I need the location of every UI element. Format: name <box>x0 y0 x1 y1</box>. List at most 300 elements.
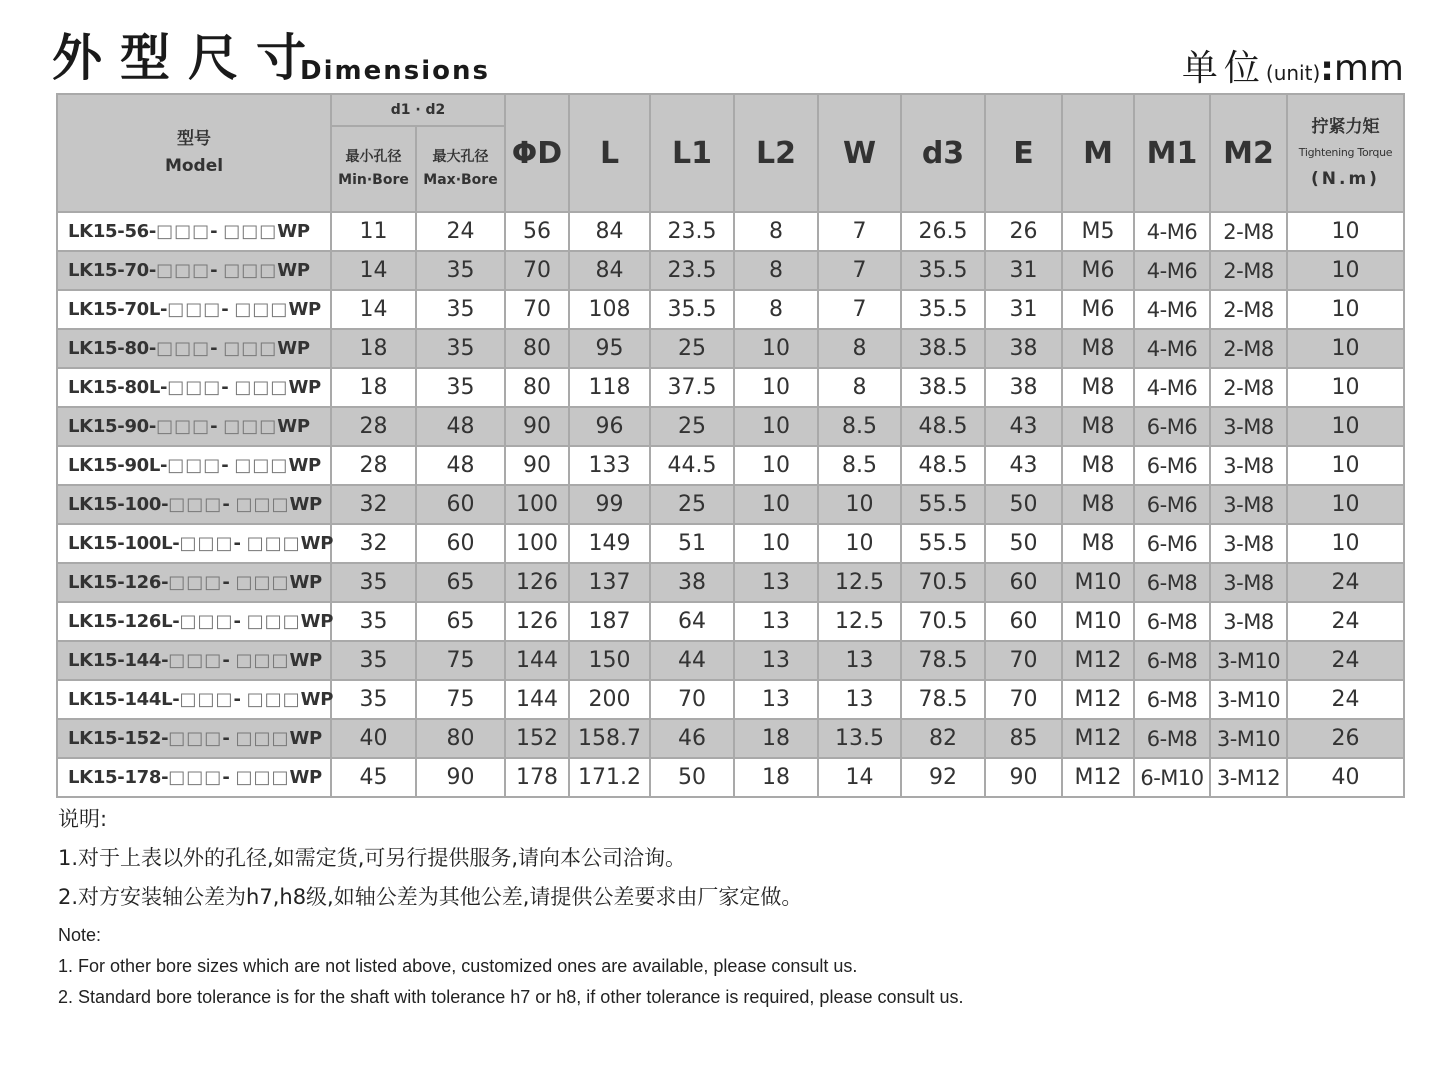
notes-cn-item: 1.对于上表以外的孔径,如需定货,可另行提供服务,请向本公司洽询。 <box>58 846 687 870</box>
header-M1: M1 <box>1134 94 1210 212</box>
model-dash: - <box>210 260 224 281</box>
placeholder-box: □□□ <box>234 299 289 320</box>
cell-M1: 4-M6 <box>1134 368 1210 407</box>
cell-L: 118 <box>569 368 650 407</box>
cell-L: 149 <box>569 524 650 563</box>
cell-L: 84 <box>569 251 650 290</box>
cell-W: 8 <box>818 368 901 407</box>
model-suffix: WP <box>289 728 322 749</box>
cell-M2: 3-M10 <box>1210 719 1287 758</box>
placeholder-box: □□□ <box>167 455 222 476</box>
cell-M1: 6-M10 <box>1134 758 1210 797</box>
cell-D: 90 <box>505 446 569 485</box>
cell-L: 108 <box>569 290 650 329</box>
header-M2: M2 <box>1210 94 1287 212</box>
placeholder-box: □□□ <box>168 650 223 671</box>
cell-E: 31 <box>985 290 1062 329</box>
cell-L2: 10 <box>734 446 818 485</box>
cell-M1: 6-M6 <box>1134 485 1210 524</box>
notes-english <box>58 920 964 1013</box>
model-suffix: WP <box>289 767 322 788</box>
cell-model <box>57 719 331 758</box>
cell-L2: 18 <box>734 719 818 758</box>
cell-model <box>57 524 334 563</box>
cell-d3: 82 <box>901 719 985 758</box>
placeholder-box: □□□ <box>167 377 222 398</box>
cell-M: M8 <box>1062 485 1134 524</box>
cell-L: 158.7 <box>569 719 650 758</box>
model-prefix: LK15-178- <box>68 767 169 788</box>
cell-W: 13.5 <box>818 719 901 758</box>
cell-D: 80 <box>505 368 569 407</box>
cell-D: 126 <box>505 563 569 602</box>
cell-M: M8 <box>1062 524 1134 563</box>
cell-M: M12 <box>1062 719 1134 758</box>
cell-L2: 10 <box>734 407 818 446</box>
notes-cn-heading: 说明: <box>58 807 108 831</box>
cell-torque: 10 <box>1287 446 1404 485</box>
cell-M2: 3-M10 <box>1210 680 1287 719</box>
unit-label-cn: 单位 <box>1181 48 1266 89</box>
page-title-cn: 外型尺寸 <box>52 29 324 87</box>
table-row <box>57 602 1404 641</box>
cell-W: 8 <box>818 329 901 368</box>
cell-model <box>57 407 331 446</box>
model-prefix: LK15-100L- <box>68 533 180 554</box>
model-dash: - <box>222 767 236 788</box>
model-prefix: LK15-70L- <box>68 299 168 320</box>
table-row <box>57 251 1404 290</box>
header-M: M <box>1062 94 1134 212</box>
header-model-cn: 型号 <box>177 129 211 149</box>
cell-L2: 10 <box>734 329 818 368</box>
cell-M1: 6-M8 <box>1134 719 1210 758</box>
unit-label-en: (unit) <box>1265 61 1321 85</box>
model-dash: - <box>221 299 235 320</box>
model-suffix: WP <box>277 416 310 437</box>
cell-torque: 24 <box>1287 680 1404 719</box>
cell-d3: 92 <box>901 758 985 797</box>
cell-E: 31 <box>985 251 1062 290</box>
cell-model <box>57 290 331 329</box>
cell-L1: 25 <box>650 407 734 446</box>
cell-W: 8.5 <box>818 407 901 446</box>
page-header <box>52 26 1404 90</box>
notes-en-item: 1. For other bore sizes which are not listed above, customized ones are available, please consult us. <box>58 956 858 976</box>
placeholder-box: □□□ <box>168 572 223 593</box>
cell-W: 12.5 <box>818 563 901 602</box>
cell-model <box>57 758 331 797</box>
cell-max-bore: 48 <box>416 407 505 446</box>
cell-min-bore: 18 <box>331 329 416 368</box>
cell-d3: 26.5 <box>901 212 985 251</box>
placeholder-box: □□□ <box>156 260 211 281</box>
cell-W: 8.5 <box>818 446 901 485</box>
cell-M1: 6-M8 <box>1134 563 1210 602</box>
cell-E: 43 <box>985 446 1062 485</box>
model-suffix: WP <box>277 338 310 359</box>
model-prefix: LK15-80- <box>68 338 157 359</box>
model-suffix: WP <box>300 533 334 554</box>
cell-D: 56 <box>505 212 569 251</box>
model-prefix: LK15-90- <box>68 416 157 437</box>
model-suffix: WP <box>277 221 310 242</box>
cell-L1: 23.5 <box>650 212 734 251</box>
cell-D: 178 <box>505 758 569 797</box>
cell-W: 12.5 <box>818 602 901 641</box>
model-prefix: LK15-126L- <box>68 611 180 632</box>
cell-max-bore: 65 <box>416 602 505 641</box>
cell-M: M8 <box>1062 407 1134 446</box>
cell-L1: 51 <box>650 524 734 563</box>
cell-L2: 8 <box>734 251 818 290</box>
cell-d3: 48.5 <box>901 407 985 446</box>
cell-L2: 13 <box>734 680 818 719</box>
cell-d3: 55.5 <box>901 485 985 524</box>
cell-W: 13 <box>818 680 901 719</box>
model-suffix: WP <box>289 494 322 515</box>
cell-d3: 35.5 <box>901 251 985 290</box>
cell-max-bore: 75 <box>416 641 505 680</box>
cell-min-bore: 35 <box>331 563 416 602</box>
dimensions-table <box>56 93 1405 798</box>
cell-L2: 10 <box>734 368 818 407</box>
cell-d3: 70.5 <box>901 602 985 641</box>
cell-model <box>57 251 331 290</box>
cell-M: M12 <box>1062 758 1134 797</box>
cell-L1: 25 <box>650 485 734 524</box>
header-torque-unit: (N.m) <box>1311 169 1380 189</box>
cell-M: M8 <box>1062 368 1134 407</box>
cell-min-bore: 32 <box>331 485 416 524</box>
cell-M: M5 <box>1062 212 1134 251</box>
model-dash: - <box>210 338 224 359</box>
cell-L1: 64 <box>650 602 734 641</box>
model-dash: - <box>221 377 235 398</box>
cell-L1: 44.5 <box>650 446 734 485</box>
cell-torque: 10 <box>1287 212 1404 251</box>
unit-colon: : <box>1320 49 1334 89</box>
cell-model <box>57 641 331 680</box>
cell-torque: 10 <box>1287 329 1404 368</box>
cell-d3: 35.5 <box>901 290 985 329</box>
cell-M2: 3-M8 <box>1210 563 1287 602</box>
cell-E: 38 <box>985 368 1062 407</box>
header-min-bore-cn: 最小孔径 <box>345 149 402 165</box>
cell-W: 7 <box>818 212 901 251</box>
cell-L1: 50 <box>650 758 734 797</box>
cell-L: 200 <box>569 680 650 719</box>
cell-M: M8 <box>1062 446 1134 485</box>
model-dash: - <box>221 455 235 476</box>
cell-M: M6 <box>1062 290 1134 329</box>
header-max-bore <box>416 126 505 212</box>
cell-torque: 10 <box>1287 485 1404 524</box>
cell-D: 144 <box>505 641 569 680</box>
cell-min-bore: 35 <box>331 641 416 680</box>
cell-model <box>57 212 331 251</box>
cell-min-bore: 14 <box>331 251 416 290</box>
cell-model <box>57 680 334 719</box>
cell-min-bore: 11 <box>331 212 416 251</box>
cell-E: 60 <box>985 563 1062 602</box>
cell-torque: 10 <box>1287 251 1404 290</box>
placeholder-box: □□□ <box>168 767 223 788</box>
model-dash: - <box>222 494 236 515</box>
cell-W: 7 <box>818 251 901 290</box>
header-d3: d3 <box>901 94 985 212</box>
model-suffix: WP <box>288 377 321 398</box>
notes-cn-item: 2.对方安装轴公差为h7,h8级,如轴公差为其他公差,请提供公差要求由厂家定做。 <box>58 885 803 909</box>
cell-max-bore: 60 <box>416 485 505 524</box>
cell-M1: 4-M6 <box>1134 329 1210 368</box>
cell-W: 10 <box>818 524 901 563</box>
cell-M2: 2-M8 <box>1210 290 1287 329</box>
cell-M1: 4-M6 <box>1134 251 1210 290</box>
cell-L2: 18 <box>734 758 818 797</box>
page-title-en: Dimensions <box>300 56 490 86</box>
cell-max-bore: 90 <box>416 758 505 797</box>
cell-L: 99 <box>569 485 650 524</box>
model-dash: - <box>222 728 236 749</box>
cell-d3: 48.5 <box>901 446 985 485</box>
unit-label <box>1182 40 1404 91</box>
table-row <box>57 290 1404 329</box>
cell-M2: 3-M8 <box>1210 407 1287 446</box>
cell-D: 144 <box>505 680 569 719</box>
model-dash: - <box>222 572 236 593</box>
cell-L: 150 <box>569 641 650 680</box>
cell-max-bore: 48 <box>416 446 505 485</box>
cell-W: 14 <box>818 758 901 797</box>
cell-model <box>57 563 331 602</box>
cell-L: 96 <box>569 407 650 446</box>
cell-M1: 6-M8 <box>1134 602 1210 641</box>
cell-L1: 25 <box>650 329 734 368</box>
cell-model <box>57 602 334 641</box>
cell-M2: 3-M12 <box>1210 758 1287 797</box>
placeholder-box: □□□ <box>167 299 222 320</box>
cell-E: 26 <box>985 212 1062 251</box>
cell-M1: 6-M8 <box>1134 680 1210 719</box>
table-row <box>57 563 1404 602</box>
model-prefix: LK15-70- <box>68 260 157 281</box>
cell-min-bore: 28 <box>331 446 416 485</box>
placeholder-box: □□□ <box>179 611 234 632</box>
placeholder-box: □□□ <box>223 416 278 437</box>
cell-D: 80 <box>505 329 569 368</box>
table-row <box>57 524 1404 563</box>
cell-L1: 35.5 <box>650 290 734 329</box>
cell-L2: 8 <box>734 212 818 251</box>
cell-d3: 55.5 <box>901 524 985 563</box>
model-prefix: LK15-90L- <box>68 455 168 476</box>
cell-max-bore: 75 <box>416 680 505 719</box>
table-row <box>57 641 1404 680</box>
notes-en-heading: Note: <box>58 925 102 945</box>
header-torque <box>1287 94 1404 212</box>
header-torque-cn: 拧紧力矩 <box>1311 117 1380 137</box>
placeholder-box: □□□ <box>234 377 289 398</box>
cell-L2: 10 <box>734 524 818 563</box>
cell-E: 85 <box>985 719 1062 758</box>
cell-d3: 38.5 <box>901 329 985 368</box>
model-dash: - <box>210 221 224 242</box>
cell-max-bore: 60 <box>416 524 505 563</box>
header-L: L <box>569 94 650 212</box>
cell-max-bore: 35 <box>416 368 505 407</box>
cell-M2: 3-M8 <box>1210 524 1287 563</box>
model-dash: - <box>210 416 224 437</box>
cell-M2: 3-M8 <box>1210 602 1287 641</box>
model-suffix: WP <box>300 611 334 632</box>
placeholder-box: □□□ <box>235 650 290 671</box>
cell-E: 90 <box>985 758 1062 797</box>
cell-E: 60 <box>985 602 1062 641</box>
model-dash: - <box>233 533 247 554</box>
model-prefix: LK15-80L- <box>68 377 168 398</box>
cell-max-bore: 80 <box>416 719 505 758</box>
header-W: W <box>818 94 901 212</box>
placeholder-box: □□□ <box>223 338 278 359</box>
table-row <box>57 758 1404 797</box>
model-prefix: LK15-100- <box>68 494 169 515</box>
placeholder-box: □□□ <box>223 260 278 281</box>
placeholder-box: □□□ <box>246 689 301 710</box>
model-prefix: LK15-126- <box>68 572 169 593</box>
cell-D: 100 <box>505 524 569 563</box>
cell-L: 187 <box>569 602 650 641</box>
cell-M1: 6-M6 <box>1134 407 1210 446</box>
model-dash: - <box>233 689 247 710</box>
placeholder-box: □□□ <box>156 221 211 242</box>
placeholder-box: □□□ <box>223 221 278 242</box>
cell-max-bore: 24 <box>416 212 505 251</box>
cell-M1: 6-M6 <box>1134 524 1210 563</box>
model-suffix: WP <box>289 650 322 671</box>
cell-torque: 10 <box>1287 524 1404 563</box>
cell-model <box>57 368 331 407</box>
cell-M1: 4-M6 <box>1134 290 1210 329</box>
cell-L1: 37.5 <box>650 368 734 407</box>
placeholder-box: □□□ <box>156 338 211 359</box>
cell-min-bore: 32 <box>331 524 416 563</box>
cell-L: 84 <box>569 212 650 251</box>
cell-torque: 26 <box>1287 719 1404 758</box>
cell-M: M10 <box>1062 563 1134 602</box>
cell-M: M12 <box>1062 641 1134 680</box>
header-L1: L1 <box>650 94 734 212</box>
notes-en-item: 2. Standard bore tolerance is for the shaft with tolerance h7 or h8, if other tolerance is required, please consult us. <box>58 987 964 1007</box>
model-dash: - <box>222 650 236 671</box>
cell-M1: 6-M8 <box>1134 641 1210 680</box>
cell-min-bore: 35 <box>331 680 416 719</box>
cell-M2: 2-M8 <box>1210 329 1287 368</box>
cell-L: 95 <box>569 329 650 368</box>
table-row <box>57 368 1404 407</box>
cell-E: 70 <box>985 641 1062 680</box>
table-row <box>57 329 1404 368</box>
header-E: E <box>985 94 1062 212</box>
model-prefix: LK15-144L- <box>68 689 180 710</box>
table-row <box>57 485 1404 524</box>
cell-D: 70 <box>505 290 569 329</box>
placeholder-box: □□□ <box>235 767 290 788</box>
cell-E: 50 <box>985 524 1062 563</box>
unit-value: mm <box>1333 48 1404 89</box>
cell-max-bore: 65 <box>416 563 505 602</box>
table-row <box>57 680 1404 719</box>
cell-d3: 78.5 <box>901 680 985 719</box>
placeholder-box: □□□ <box>234 455 289 476</box>
cell-L1: 44 <box>650 641 734 680</box>
cell-torque: 24 <box>1287 641 1404 680</box>
cell-E: 50 <box>985 485 1062 524</box>
table-row <box>57 719 1404 758</box>
header-min-bore <box>331 126 416 212</box>
table-row <box>57 407 1404 446</box>
cell-D: 70 <box>505 251 569 290</box>
cell-L2: 13 <box>734 563 818 602</box>
model-prefix: LK15-56- <box>68 221 157 242</box>
cell-max-bore: 35 <box>416 290 505 329</box>
cell-D: 152 <box>505 719 569 758</box>
cell-E: 43 <box>985 407 1062 446</box>
header-model-en: Model <box>164 156 224 176</box>
cell-d3: 70.5 <box>901 563 985 602</box>
header-max-bore-cn: 最大孔径 <box>432 149 489 165</box>
cell-min-bore: 35 <box>331 602 416 641</box>
cell-M: M10 <box>1062 602 1134 641</box>
header-D: ΦD <box>505 94 569 212</box>
cell-L: 171.2 <box>569 758 650 797</box>
cell-torque: 10 <box>1287 407 1404 446</box>
header-d1d2: d1 · d2 <box>331 94 505 126</box>
model-suffix: WP <box>288 299 321 320</box>
header-max-bore-en: Max·Bore <box>423 172 498 188</box>
cell-M: M8 <box>1062 329 1134 368</box>
cell-L1: 38 <box>650 563 734 602</box>
placeholder-box: □□□ <box>179 689 234 710</box>
placeholder-box: □□□ <box>156 416 211 437</box>
placeholder-box: □□□ <box>179 533 234 554</box>
cell-torque: 24 <box>1287 602 1404 641</box>
cell-W: 13 <box>818 641 901 680</box>
cell-E: 70 <box>985 680 1062 719</box>
model-prefix: LK15-144- <box>68 650 169 671</box>
cell-M2: 3-M8 <box>1210 446 1287 485</box>
cell-L1: 70 <box>650 680 734 719</box>
header-min-bore-en: Min·Bore <box>338 172 409 188</box>
cell-torque: 10 <box>1287 368 1404 407</box>
model-dash: - <box>233 611 247 632</box>
cell-L2: 10 <box>734 485 818 524</box>
cell-M: M12 <box>1062 680 1134 719</box>
cell-E: 38 <box>985 329 1062 368</box>
cell-D: 90 <box>505 407 569 446</box>
model-suffix: WP <box>277 260 310 281</box>
cell-torque: 10 <box>1287 290 1404 329</box>
placeholder-box: □□□ <box>246 611 301 632</box>
model-suffix: WP <box>289 572 322 593</box>
cell-min-bore: 18 <box>331 368 416 407</box>
cell-min-bore: 40 <box>331 719 416 758</box>
cell-M2: 2-M8 <box>1210 368 1287 407</box>
placeholder-box: □□□ <box>168 494 223 515</box>
cell-L: 133 <box>569 446 650 485</box>
cell-L1: 46 <box>650 719 734 758</box>
cell-M2: 3-M8 <box>1210 485 1287 524</box>
